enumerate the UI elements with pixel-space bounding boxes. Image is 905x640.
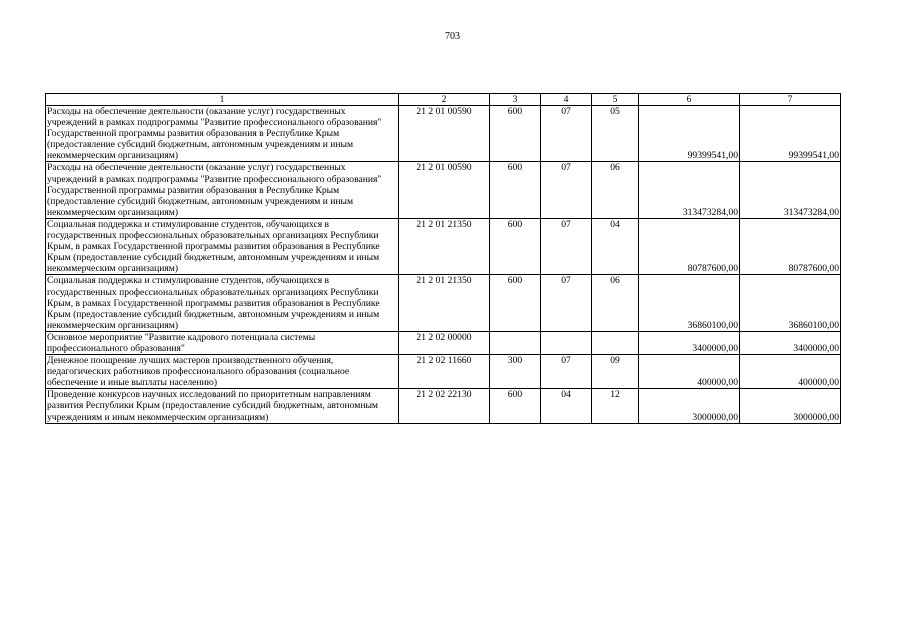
- column-header: 7: [740, 94, 841, 106]
- amount-col6: 313473284,00: [639, 162, 740, 218]
- target-article-code: 21 2 02 00000: [399, 331, 490, 354]
- amount-col6: 99399541,00: [639, 106, 740, 162]
- expense-type-code: 600: [490, 389, 541, 423]
- amount-col6: 36860100,00: [639, 275, 740, 331]
- amount-col7: 99399541,00: [740, 106, 841, 162]
- amount-col7: 80787600,00: [740, 218, 841, 274]
- expense-type-code: 600: [490, 275, 541, 331]
- amount-col6: 80787600,00: [639, 218, 740, 274]
- expense-name: Социальная поддержка и стимулирование студентов, обучающихся в государственных профессиональных образовательных организациях Республики Крым, в рамках Государственной программы развития образования в Республике Крым (предоставление субсидий бюджетным, автономным учреждениям и иным некоммерческим организациям): [46, 218, 399, 274]
- amount-col7: 3400000,00: [740, 331, 841, 354]
- target-article-code: 21 2 01 21350: [399, 275, 490, 331]
- expense-name: Основное мероприятие "Развитие кадрового потенциала системы профессионального образования": [46, 331, 399, 354]
- expense-type-code: 600: [490, 218, 541, 274]
- target-article-code: 21 2 02 11660: [399, 355, 490, 389]
- expense-type-code: [490, 331, 541, 354]
- amount-col7: 313473284,00: [740, 162, 841, 218]
- target-article-code: 21 2 01 00590: [399, 162, 490, 218]
- section-code: 04: [541, 389, 592, 423]
- target-article-code: 21 2 01 00590: [399, 106, 490, 162]
- subsection-code: 09: [592, 355, 639, 389]
- amount-col6: 3000000,00: [639, 389, 740, 423]
- subsection-code: [592, 331, 639, 354]
- column-header: 2: [399, 94, 490, 106]
- expense-name: Денежное поощрение лучших мастеров производственного обучения, педагогических работников профессионального образования (социальное обеспечение и иные выплаты населению): [46, 355, 399, 389]
- expense-type-code: 600: [490, 162, 541, 218]
- column-header: 1: [46, 94, 399, 106]
- subsection-code: 06: [592, 162, 639, 218]
- expense-type-code: 300: [490, 355, 541, 389]
- table-row: [46, 355, 841, 389]
- subsection-code: 06: [592, 275, 639, 331]
- target-article-code: 21 2 01 21350: [399, 218, 490, 274]
- column-header: 4: [541, 94, 592, 106]
- column-header: 5: [592, 94, 639, 106]
- section-code: 07: [541, 275, 592, 331]
- section-code: 07: [541, 106, 592, 162]
- amount-col7: 3000000,00: [740, 389, 841, 423]
- table-row: [46, 162, 841, 218]
- amount-col7: 400000,00: [740, 355, 841, 389]
- budget-table: [45, 93, 841, 424]
- page-number: 703: [445, 31, 460, 42]
- table-row: [46, 389, 841, 423]
- expense-type-code: 600: [490, 106, 541, 162]
- target-article-code: 21 2 02 22130: [399, 389, 490, 423]
- subsection-code: 12: [592, 389, 639, 423]
- section-code: [541, 331, 592, 354]
- amount-col6: 3400000,00: [639, 331, 740, 354]
- expense-name: Расходы на обеспечение деятельности (оказание услуг) государственных учреждений в рамках подпрограммы "Развитие профессионального образования" Государственной программы развития образования в Республике Крым (предоставление субсидий бюджетным, автономным учреждениям и иным некоммерческим организациям): [46, 162, 399, 218]
- table-row: [46, 218, 841, 274]
- header-row: [46, 94, 841, 106]
- section-code: 07: [541, 355, 592, 389]
- column-header: 3: [490, 94, 541, 106]
- section-code: 07: [541, 162, 592, 218]
- table-row: [46, 331, 841, 354]
- amount-col6: 400000,00: [639, 355, 740, 389]
- expense-name: Расходы на обеспечение деятельности (оказание услуг) государственных учреждений в рамках подпрограммы "Развитие профессионального образования" Государственной программы развития образования в Республике Крым (предоставление субсидий бюджетным, автономным учреждениям и иным некоммерческим организациям): [46, 106, 399, 162]
- expense-name: Социальная поддержка и стимулирование студентов, обучающихся в государственных профессиональных образовательных организациях Республики Крым, в рамках Государственной программы развития образования в Республике Крым (предоставление субсидий бюджетным, автономным учреждениям и иным некоммерческим организациям): [46, 275, 399, 331]
- table-row: [46, 106, 841, 162]
- amount-col7: 36860100,00: [740, 275, 841, 331]
- column-header: 6: [639, 94, 740, 106]
- subsection-code: 05: [592, 106, 639, 162]
- table-row: [46, 275, 841, 331]
- section-code: 07: [541, 218, 592, 274]
- expense-name: Проведение конкурсов научных исследований по приоритетным направлениям развития Республики Крым (предоставление субсидий бюджетным, автономным учреждениям и иным некоммерческим организациям): [46, 389, 399, 423]
- subsection-code: 04: [592, 218, 639, 274]
